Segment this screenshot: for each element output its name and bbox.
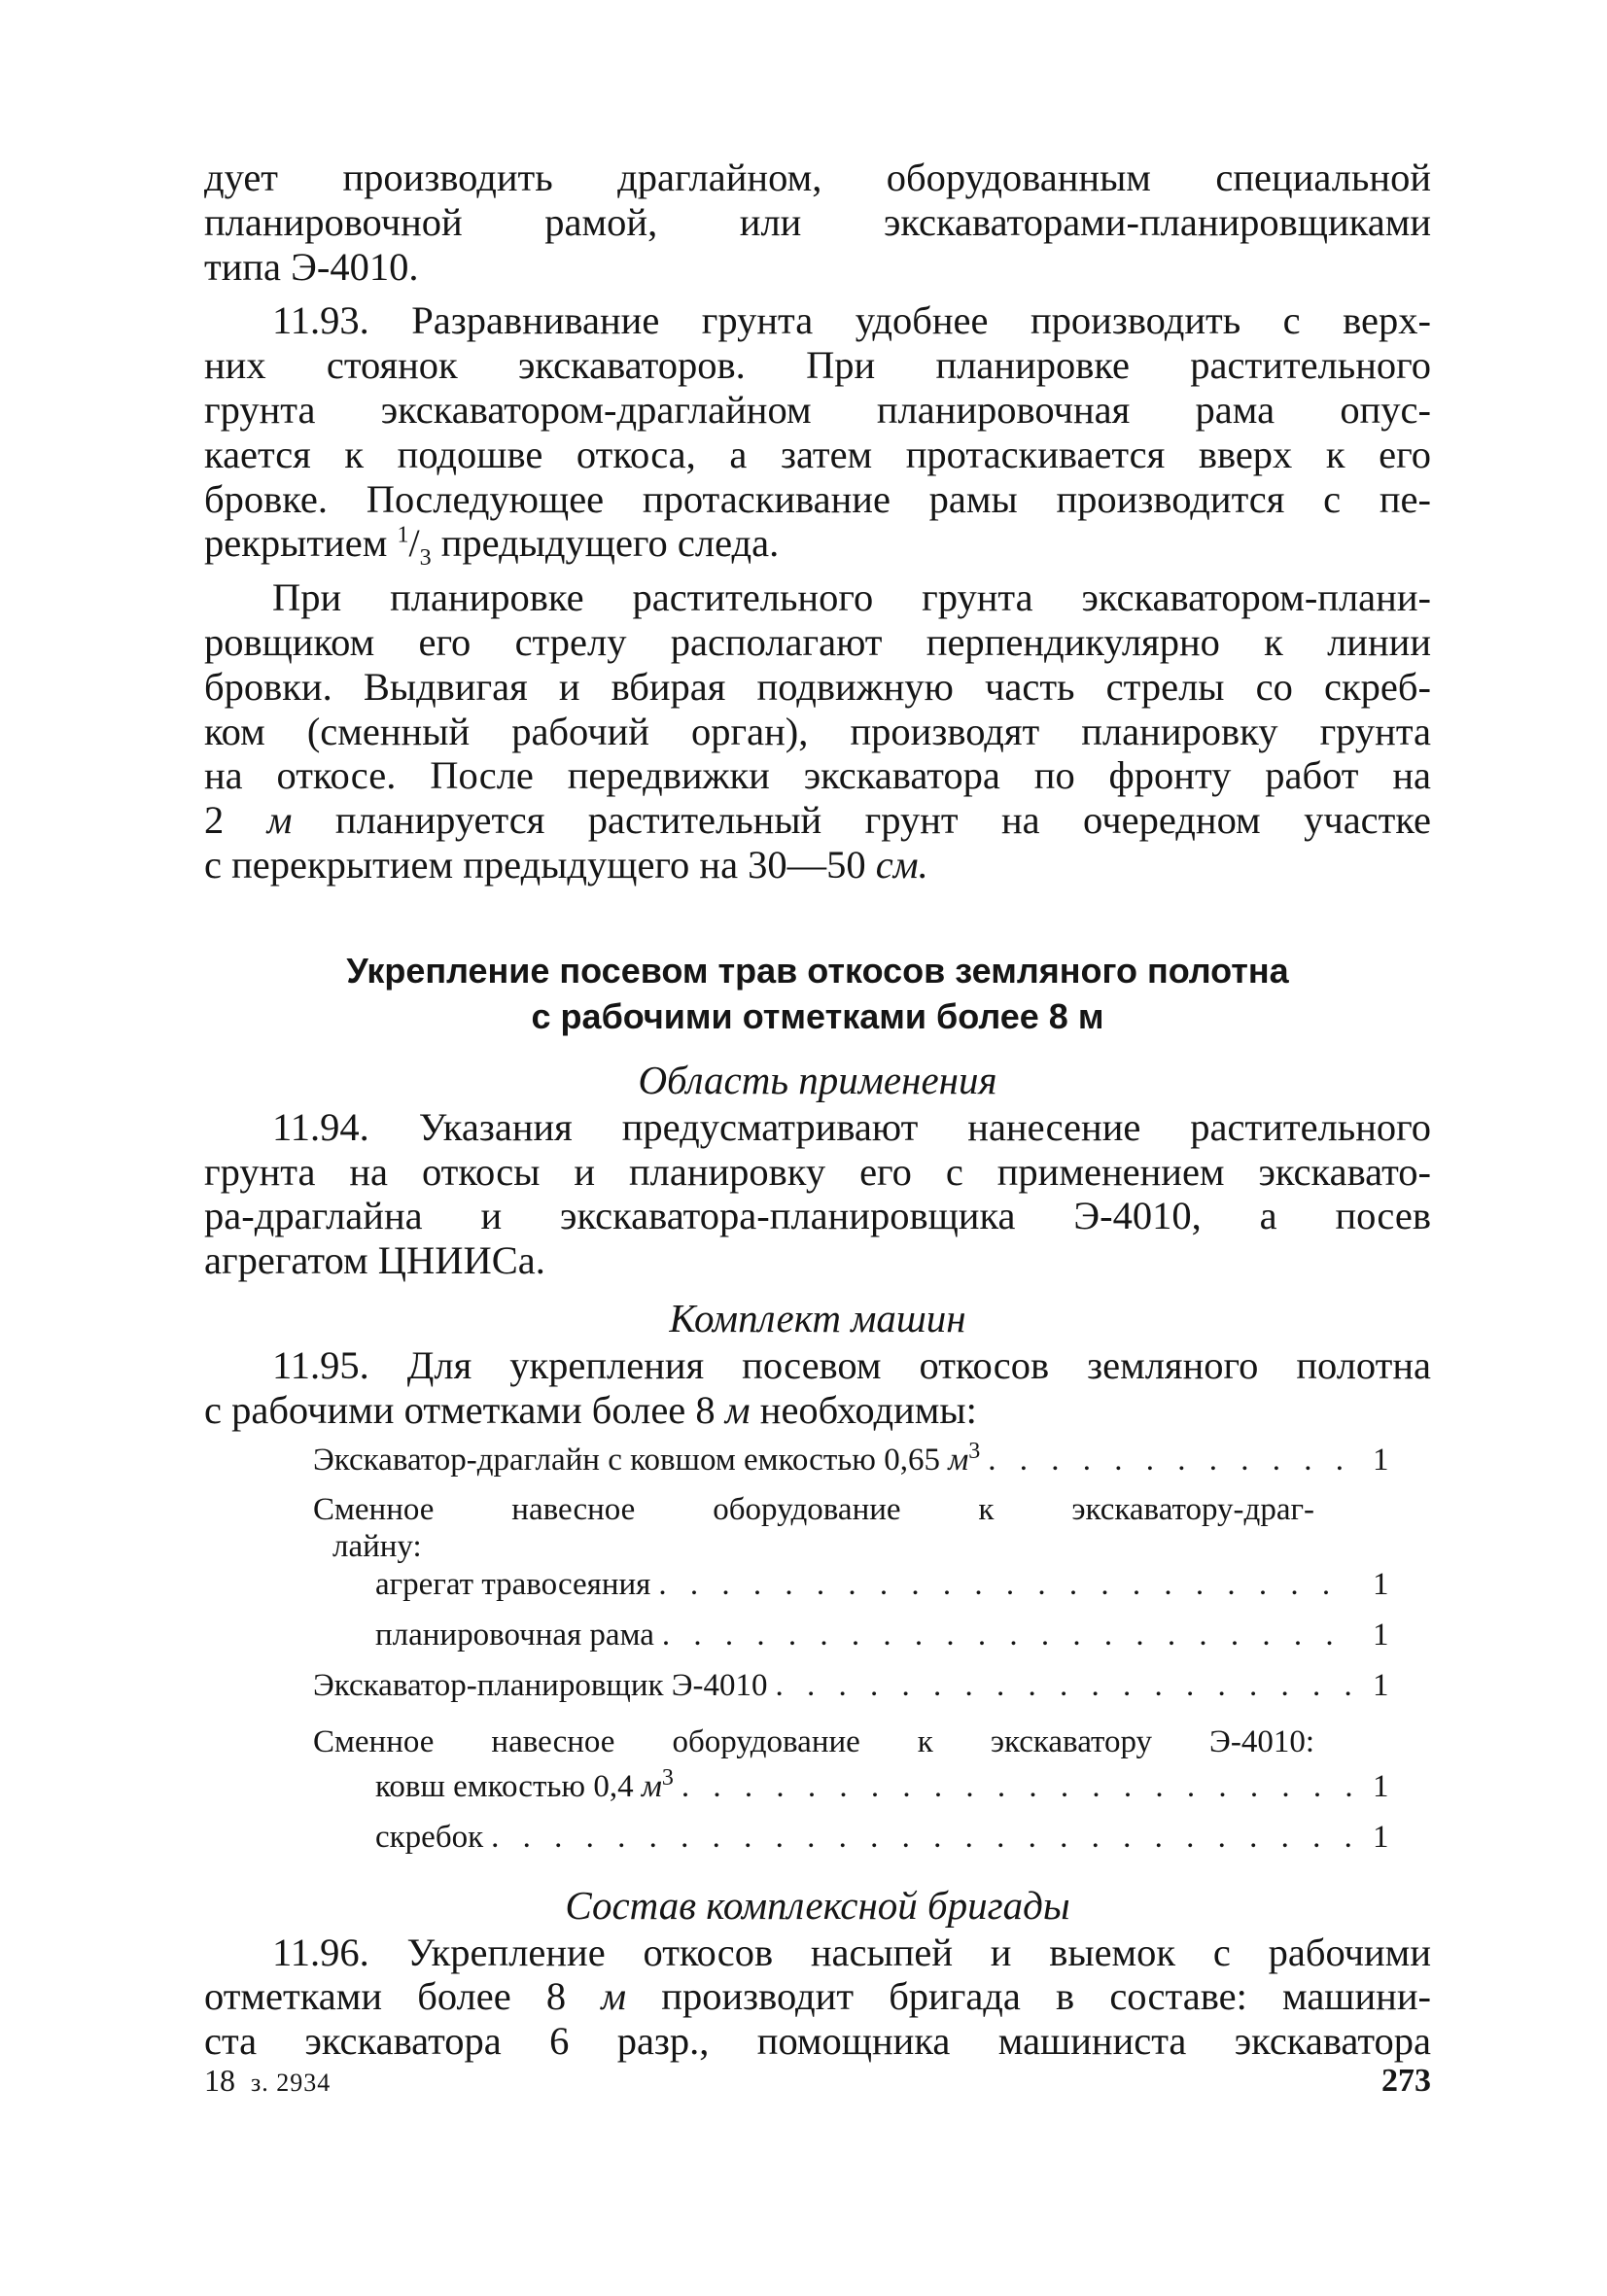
leader-dots <box>681 1767 1353 1806</box>
text-line: на откосе. После передвижки экскаватора по фронту работ на <box>204 753 1431 798</box>
unit-meter: м <box>724 1387 751 1432</box>
equipment-quantity: 1 <box>1373 1667 1389 1703</box>
unit-exponent: 3 <box>968 1438 981 1464</box>
text-fragment: с рабочими отметками более 8 <box>204 1387 725 1432</box>
leader-dots <box>776 1666 1353 1705</box>
unit-meter: м <box>641 1768 662 1804</box>
unit-meter: м <box>601 1974 627 2019</box>
unit-meter: м <box>948 1442 969 1478</box>
text-fragment: необходимы: <box>750 1387 977 1432</box>
section-title-line: Укрепление посевом трав откосов земляного полотна <box>346 950 1289 991</box>
equipment-item <box>204 1616 1431 1666</box>
text-fragment: рекрытием <box>204 521 398 566</box>
section-title-line: с рабочими отметками более 8 м <box>531 995 1104 1036</box>
text-fragment: предыдущего следа. <box>431 521 780 566</box>
text-line <box>204 521 1431 572</box>
text-fragment: производит бригада в составе: машини- <box>626 1974 1431 2019</box>
equipment-label: агрегат травосеяния <box>375 1566 651 1602</box>
text-line: лайну: <box>332 1528 422 1564</box>
equipment-item <box>204 1764 1431 1818</box>
text-line: 11.96. Укрепление откосов насыпей и выемок с рабочими <box>272 1930 1431 1974</box>
equipment-quantity: 1 <box>1373 1768 1389 1804</box>
equipment-label <box>313 1438 981 1479</box>
paragraph-continued <box>204 156 1431 289</box>
text-fragment: 2 <box>204 798 267 843</box>
text-fragment: планируется растительный грунт на очередном участке <box>292 798 1431 843</box>
equipment-label <box>375 1764 674 1806</box>
text-line: грунта на откосы и планировку его с применением экскавато- <box>204 1149 1431 1194</box>
text-line <box>204 1974 1431 2019</box>
text-fragment: ковш емкостью 0,4 <box>375 1768 642 1804</box>
page-footer <box>204 2063 1431 2105</box>
text-line: При планировке растительного грунта экскаватором-плани- <box>272 575 1431 620</box>
page-number: 273 <box>1381 2063 1431 2099</box>
subheading-area: Область применения <box>638 1057 997 1102</box>
equipment-item <box>204 1666 1431 1717</box>
text-line: ра-драглайна и экскаватора-планировщика Э-4010, а посев <box>204 1194 1431 1238</box>
equipment-quantity: 1 <box>1373 1617 1389 1652</box>
equipment-quantity: 1 <box>1373 1819 1389 1855</box>
text-line: бровки. Выдвигая и вбирая подвижную часть стрелы со скреб- <box>204 664 1431 709</box>
equipment-quantity: 1 <box>1373 1566 1389 1602</box>
text-line: типа Э-4010. <box>204 244 419 289</box>
unit-exponent: 3 <box>661 1764 674 1791</box>
text-line: агрегатом ЦНИИСа. <box>204 1238 545 1283</box>
signature-number: 18 <box>204 2063 235 2098</box>
paragraph-11-95 <box>204 1343 1431 1433</box>
section-heading <box>204 948 1431 1039</box>
paragraph-11-93-continued <box>204 575 1431 887</box>
subheading-brigade: Состав комплексной бригады <box>565 1882 1070 1928</box>
equipment-label: планировочная рама <box>375 1617 654 1652</box>
text-line: 11.93. Разравнивание грунта удобнее производить с верх- <box>272 298 1431 343</box>
printer-signature <box>204 2063 331 2099</box>
equipment-group-heading: Сменное навесное оборудование к экскаватору Э-4010: <box>313 1723 1314 1759</box>
paragraph-11-94 <box>204 1105 1431 1283</box>
fraction-slash: / <box>408 521 420 566</box>
text-fragment: с перекрытием предыдущего на 30—50 <box>204 842 876 887</box>
unit-centimeter: см. <box>875 842 928 887</box>
equipment-quantity: 1 <box>1373 1442 1389 1478</box>
paragraph-11-93 <box>204 298 1431 572</box>
equipment-item <box>204 1438 1431 1491</box>
text-line: грунта экскаватором-драглайном планировочная рама опус- <box>204 387 1431 432</box>
text-fragment: Экскаватор-драглайн с ковшом емкостью 0,65 <box>313 1442 949 1478</box>
text-line: ровщиком его стрелу располагают перпендикулярно к линии <box>204 619 1431 664</box>
signature-order: з. 2934 <box>251 2069 332 2097</box>
fraction-numerator: 1 <box>397 522 409 548</box>
leader-dots <box>662 1616 1353 1654</box>
paragraph-11-96 <box>204 1931 1431 2064</box>
leader-dots <box>988 1441 1353 1479</box>
text-line: 11.94. Указания предусматривают нанесение растительного <box>272 1104 1431 1149</box>
unit-meter: м <box>266 798 293 843</box>
text-line: дует производить драглайном, оборудованным специальной <box>204 156 1431 199</box>
text-line: них стоянок экскаваторов. При планировке растительного <box>204 343 1431 388</box>
equipment-group-heading <box>204 1491 1314 1565</box>
leader-dots <box>658 1565 1353 1604</box>
fraction-denominator: 3 <box>419 545 432 572</box>
equipment-item <box>204 1818 1431 1868</box>
text-line: ста экскаватора 6 разр., помощника машиниста экскаватора <box>204 2019 1431 2064</box>
equipment-label: Экскаватор-планировщик Э-4010 <box>313 1667 768 1703</box>
equipment-label: скребок <box>375 1819 484 1855</box>
equipment-list <box>204 1438 1431 1868</box>
equipment-item <box>204 1565 1431 1616</box>
subheading-machines: Комплект машин <box>669 1295 966 1340</box>
text-line <box>204 843 1431 887</box>
text-line <box>204 1388 1431 1433</box>
leader-dots <box>491 1818 1353 1857</box>
page-body <box>204 156 1431 2064</box>
text-line: 11.95. Для укрепления посевом откосов земляного полотна <box>272 1342 1431 1387</box>
text-line <box>204 798 1431 843</box>
text-line: кается к подошве откоса, а затем протаскивается вверх к его <box>204 432 1431 476</box>
text-line: бровке. Последующее протаскивание рамы производится с пе- <box>204 476 1431 521</box>
text-fragment: отметками более 8 <box>204 1974 602 2019</box>
text-line: Сменное навесное оборудование к экскаватору-драг- <box>313 1491 1314 1527</box>
text-line: ком (сменный рабочий орган), производят планировку грунта <box>204 709 1431 753</box>
text-line: планировочной рамой, или экскаваторами-планировщиками <box>204 199 1431 244</box>
